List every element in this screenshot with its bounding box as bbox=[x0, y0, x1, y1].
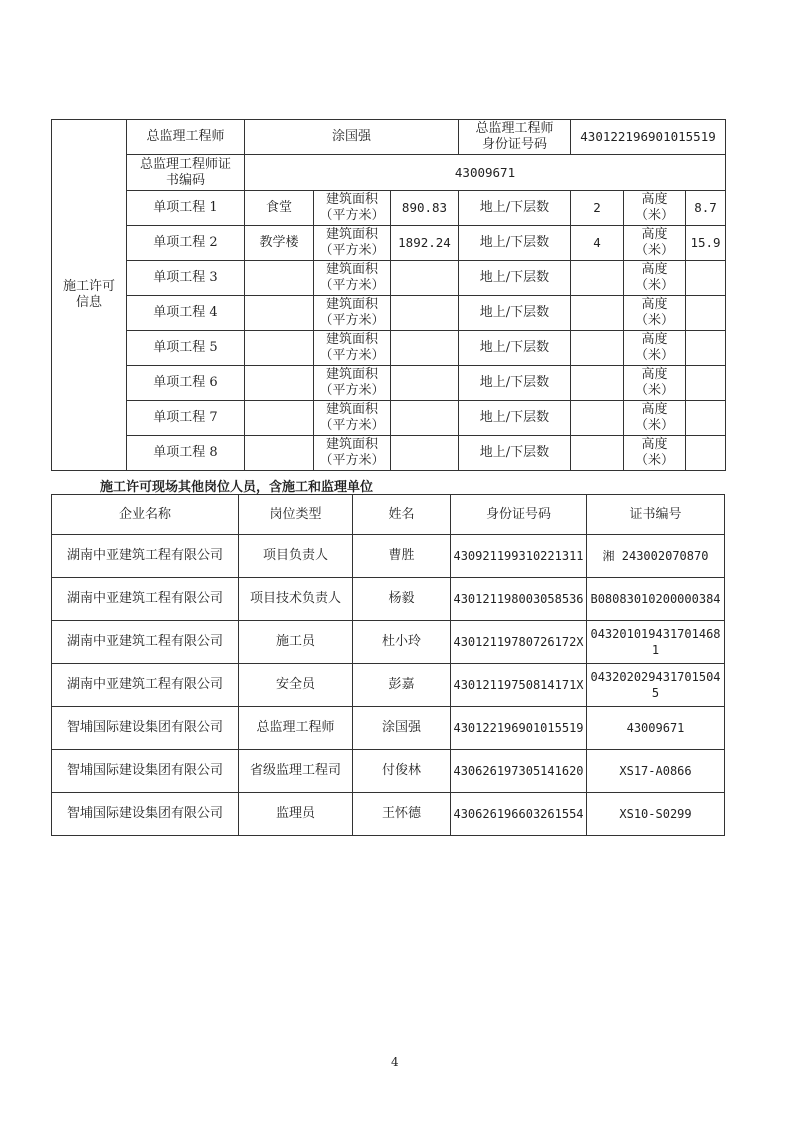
height-label: 高度 （米） bbox=[624, 436, 686, 471]
table-row bbox=[52, 535, 725, 578]
project-height bbox=[686, 401, 726, 436]
project-name: 食堂 bbox=[245, 191, 314, 226]
project-name bbox=[245, 331, 314, 366]
floors-label: 地上/下层数 bbox=[459, 366, 571, 401]
position-type: 总监理工程师 bbox=[239, 707, 353, 750]
staff-table bbox=[51, 494, 725, 836]
project-area bbox=[391, 296, 459, 331]
area-label: 建筑面积 （平方米） bbox=[314, 261, 391, 296]
company-name: 智埔国际建设集团有限公司 bbox=[52, 750, 239, 793]
position-type: 施工员 bbox=[239, 621, 353, 664]
project-area bbox=[391, 401, 459, 436]
header-position: 岗位类型 bbox=[239, 495, 353, 535]
project-name bbox=[245, 366, 314, 401]
project-row bbox=[52, 401, 726, 436]
chief-supervisor-label: 总监理工程师 bbox=[127, 120, 245, 155]
project-floors bbox=[571, 366, 624, 401]
area-label: 建筑面积 （平方米） bbox=[314, 191, 391, 226]
project-label: 单项工程 8 bbox=[127, 436, 245, 471]
cert-number: XS17-A0866 bbox=[587, 750, 725, 793]
table-row bbox=[52, 707, 725, 750]
cert-number: 湘 243002070870 bbox=[587, 535, 725, 578]
project-label: 单项工程 1 bbox=[127, 191, 245, 226]
height-label: 高度 （米） bbox=[624, 226, 686, 261]
id-number: 43012119780726172X bbox=[451, 621, 587, 664]
project-label: 单项工程 5 bbox=[127, 331, 245, 366]
cert-label: 总监理工程师证 书编码 bbox=[127, 155, 245, 191]
floors-label: 地上/下层数 bbox=[459, 296, 571, 331]
project-name bbox=[245, 296, 314, 331]
project-area: 890.83 bbox=[391, 191, 459, 226]
floors-label: 地上/下层数 bbox=[459, 261, 571, 296]
project-row bbox=[52, 296, 726, 331]
project-floors: 2 bbox=[571, 191, 624, 226]
header-cert-number: 证书编号 bbox=[587, 495, 725, 535]
position-type: 项目技术负责人 bbox=[239, 578, 353, 621]
project-row bbox=[52, 366, 726, 401]
area-label: 建筑面积 （平方米） bbox=[314, 331, 391, 366]
company-name: 湖南中亚建筑工程有限公司 bbox=[52, 535, 239, 578]
height-label: 高度 （米） bbox=[624, 366, 686, 401]
header-name: 姓名 bbox=[353, 495, 451, 535]
table-row bbox=[52, 578, 725, 621]
header-company: 企业名称 bbox=[52, 495, 239, 535]
floors-label: 地上/下层数 bbox=[459, 401, 571, 436]
position-type: 项目负责人 bbox=[239, 535, 353, 578]
project-floors: 4 bbox=[571, 226, 624, 261]
header-id-number: 身份证号码 bbox=[451, 495, 587, 535]
cert-number: 0432010194317014681 bbox=[587, 621, 725, 664]
staff-table-caption: 施工许可现场其他岗位人员，含施工和监理单位 bbox=[100, 480, 374, 495]
id-number: 430626197305141620 bbox=[451, 750, 587, 793]
project-height bbox=[686, 331, 726, 366]
company-name: 湖南中亚建筑工程有限公司 bbox=[52, 664, 239, 707]
person-name: 杜小玲 bbox=[353, 621, 451, 664]
floors-label: 地上/下层数 bbox=[459, 226, 571, 261]
height-label: 高度 （米） bbox=[624, 191, 686, 226]
project-height bbox=[686, 366, 726, 401]
project-row bbox=[52, 261, 726, 296]
company-name: 智埔国际建设集团有限公司 bbox=[52, 793, 239, 836]
project-label: 单项工程 4 bbox=[127, 296, 245, 331]
position-type: 省级监理工程司 bbox=[239, 750, 353, 793]
person-name: 付俊林 bbox=[353, 750, 451, 793]
staff-table-header bbox=[52, 495, 725, 535]
project-area bbox=[391, 261, 459, 296]
area-label: 建筑面积 （平方米） bbox=[314, 401, 391, 436]
id-number: 430921199310221311 bbox=[451, 535, 587, 578]
height-label: 高度 （米） bbox=[624, 331, 686, 366]
cert-number: 43009671 bbox=[587, 707, 725, 750]
area-label: 建筑面积 （平方米） bbox=[314, 436, 391, 471]
id-number: 430121198003058536 bbox=[451, 578, 587, 621]
permit-section-label: 施工许可 信息 bbox=[52, 120, 127, 471]
project-row bbox=[52, 331, 726, 366]
project-height bbox=[686, 436, 726, 471]
project-name: 教学楼 bbox=[245, 226, 314, 261]
position-type: 安全员 bbox=[239, 664, 353, 707]
permit-info-table bbox=[51, 119, 726, 471]
project-area bbox=[391, 436, 459, 471]
id-number: 430122196901015519 bbox=[451, 707, 587, 750]
cert-number: B08083010200000384 bbox=[587, 578, 725, 621]
person-name: 彭嘉 bbox=[353, 664, 451, 707]
project-height: 15.9 bbox=[686, 226, 726, 261]
project-floors bbox=[571, 401, 624, 436]
table-row bbox=[52, 664, 725, 707]
person-name: 王怀德 bbox=[353, 793, 451, 836]
project-area bbox=[391, 366, 459, 401]
height-label: 高度 （米） bbox=[624, 261, 686, 296]
project-row bbox=[52, 226, 726, 261]
height-label: 高度 （米） bbox=[624, 296, 686, 331]
project-label: 单项工程 3 bbox=[127, 261, 245, 296]
project-label: 单项工程 6 bbox=[127, 366, 245, 401]
height-label: 高度 （米） bbox=[624, 401, 686, 436]
page-number: 4 bbox=[391, 1055, 399, 1069]
project-label: 单项工程 2 bbox=[127, 226, 245, 261]
company-name: 湖南中亚建筑工程有限公司 bbox=[52, 578, 239, 621]
position-type: 监理员 bbox=[239, 793, 353, 836]
id-number: 430626196603261554 bbox=[451, 793, 587, 836]
project-floors bbox=[571, 436, 624, 471]
project-row bbox=[52, 191, 726, 226]
chief-supervisor-id-label: 总监理工程师 身份证号码 bbox=[459, 120, 571, 155]
floors-label: 地上/下层数 bbox=[459, 331, 571, 366]
floors-label: 地上/下层数 bbox=[459, 436, 571, 471]
project-floors bbox=[571, 331, 624, 366]
project-label: 单项工程 7 bbox=[127, 401, 245, 436]
project-height bbox=[686, 261, 726, 296]
person-name: 曹胜 bbox=[353, 535, 451, 578]
project-floors bbox=[571, 296, 624, 331]
project-name bbox=[245, 401, 314, 436]
project-name bbox=[245, 261, 314, 296]
project-area: 1892.24 bbox=[391, 226, 459, 261]
project-name bbox=[245, 436, 314, 471]
id-number: 43012119750814171X bbox=[451, 664, 587, 707]
cert-number: 43009671 bbox=[245, 155, 726, 191]
area-label: 建筑面积 （平方米） bbox=[314, 366, 391, 401]
table-row bbox=[52, 750, 725, 793]
area-label: 建筑面积 （平方米） bbox=[314, 296, 391, 331]
project-area bbox=[391, 331, 459, 366]
person-name: 杨毅 bbox=[353, 578, 451, 621]
table-row bbox=[52, 621, 725, 664]
company-name: 智埔国际建设集团有限公司 bbox=[52, 707, 239, 750]
project-height bbox=[686, 296, 726, 331]
project-floors bbox=[571, 261, 624, 296]
company-name: 湖南中亚建筑工程有限公司 bbox=[52, 621, 239, 664]
floors-label: 地上/下层数 bbox=[459, 191, 571, 226]
chief-supervisor-id: 430122196901015519 bbox=[571, 120, 726, 155]
chief-supervisor-name: 涂国强 bbox=[245, 120, 459, 155]
cert-number: XS10-S0299 bbox=[587, 793, 725, 836]
table-row bbox=[52, 793, 725, 836]
project-row bbox=[52, 436, 726, 471]
person-name: 涂国强 bbox=[353, 707, 451, 750]
cert-number: 0432020294317015045 bbox=[587, 664, 725, 707]
area-label: 建筑面积 （平方米） bbox=[314, 226, 391, 261]
project-height: 8.7 bbox=[686, 191, 726, 226]
